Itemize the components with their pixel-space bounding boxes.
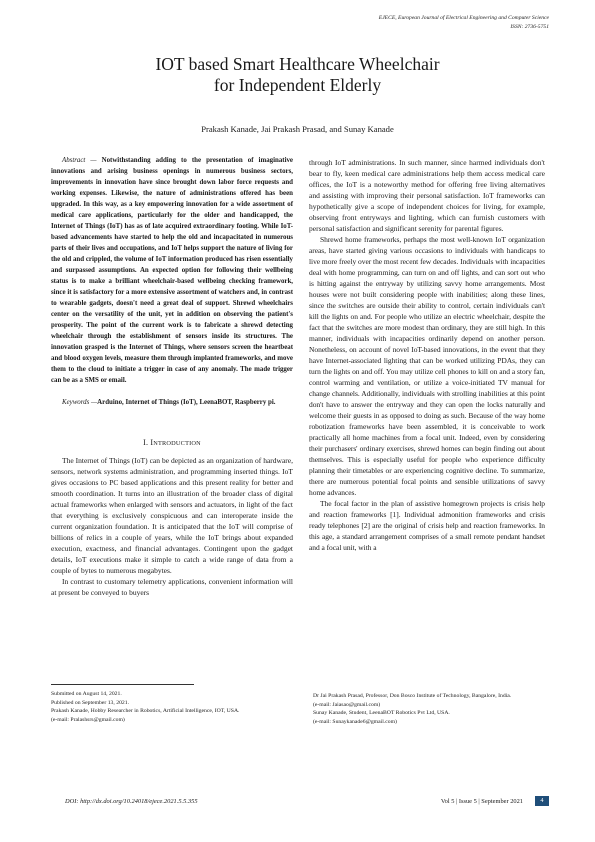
footnote-divider — [51, 684, 194, 685]
journal-issn: ISSN: 2736-5751 — [510, 24, 549, 30]
page-number-badge: 4 — [535, 796, 549, 806]
title-line-1: IOT based Smart Healthcare Wheelchair — [155, 54, 440, 74]
footnote-author-1-email[interactable]: (e-mail: Pralashsrs@gmail.com) — [51, 716, 125, 723]
abstract — [51, 155, 293, 386]
footnote-author-3-email[interactable]: (e-mail: Sunaykanade6@gmail.com) — [313, 718, 397, 725]
journal-name: EJECE, European Journal of Electrical Engineering and Computer Science — [378, 15, 549, 21]
footnote-author-3: Sunay Kanade, Student, LeenaBOT Robotics Pvt Ltd, USA. — [313, 710, 450, 717]
right-paragraph-2: Shrewd home frameworks, perhaps the most well-known IoT organization areas, have started giving various occasions to individuals with handicaps to live more freely over the most recent few decades. Individuals with incapacities deal with home programming, can turn on and off lights, and can sort out who is hitting against the entryway by utilizing savvy home arrangements. Most houses were not built considering people with inabilities; along these lines, since the switches are outside their ability to control, certain individuals can't kill the lights on and. For people who utilize an electric wheelchair, despite the fact that the switches are more modest than ordinary, they are still high. In this manner, individuals with incapacities ordinarily depend on another person. Nonetheless, on account of novel IoT-based innovations, in the event that they have Internet-associated lighting that can be worked utilizing PDAs, they can turn the lights on and off. You may utilize cell phones to kill on and a story fan, control warming and ventilation, or utilize a voice-initiated TV manual for change channels. Additionally, individuals with strolling inabilities at this point don't have to answer the entryway and they can open the locks naturally and welcome their guests in as opposed to doing as such. Because of the way home robotization frameworks have been assembled, it is conceivable to work practically all home machines from a focal unit. Indeed, even by considering their purchasers' ordinary exercises, shrewd homes can begin finding out about themselves. This is especially useful for people who experience difficulty planning their timetables or are experiencing cognitive decline. To summarize, there are numerous potential focal points and sensible utilizations of savvy home advances. — [309, 235, 545, 497]
intro-paragraph-1: The Internet of Things (IoT) can be depicted as an organization of hardware, sensors, network systems administration, and programming inserted things. IoT gives occasions to PC based applications and this present reality for better and smooth coordination. It turns into an illustration of the broader class of digital actual frameworks when enlarged with sensors and actuators, in light of the fact that everything is exclusively conspicuous and can interoperate inside the current organization foundation. It is anticipated that the IoT will comprise of billions of relics in a couple of years, while the IoT brings about expanded execution, exactness, and financial advantages. Contingent upon the gadget details, IoT executions make it simple to catch a wide range of data from a couple of bytes to numerous megabytes. — [51, 456, 293, 575]
title-line-2: for Independent Elderly — [213, 75, 382, 95]
footnote-author-2-email[interactable]: (e-mail: Jaiasao@gmail.com) — [313, 701, 381, 708]
intro-paragraph-2: In contrast to customary telemetry applications, convenient information will at present be conveyed to buyers — [51, 577, 293, 597]
footnote-author-1: Prakash Kanade, Hobby Researcher in Robotics, Artificial Intelligence, IOT, USA. — [51, 708, 240, 715]
right-paragraph-1: through IoT administrations. In such manner, since harmed individuals don't bear to fly, keen medical care administrations help them access medical care offices, the IoT is a noteworthy method for offering free living alternatives and assisting with improving their personal satisfaction. IoT frameworks can hypothetically give a scope of independent choices for living, for example, observing front entryways and lighting, which can furnish customers with personal satisfaction and significant serenity for parental figures. — [309, 158, 545, 233]
doi-link[interactable]: DOI: http://dx.doi.org/10.24018/ejece.2021.5.5.355 — [65, 798, 198, 805]
right-paragraph-3: The focal factor in the plan of assistive homegrown projects is crisis help and reaction frameworks [1]. Individual admonition frameworks and crisis ready telephones [2] are the original of crisis help and reaction frameworks. In this age, a standard arrangement comprises of a small remote pendant handset and a focal unit, with a — [309, 499, 545, 552]
section-title-initial: I — [150, 438, 154, 447]
right-column — [309, 157, 545, 553]
journal-header — [379, 14, 549, 32]
footnote-left — [51, 690, 289, 724]
abstract-label: Abstract — — [62, 157, 97, 164]
footnote-right — [313, 692, 545, 726]
section-title-rest: NTRODUCTION — [153, 440, 201, 447]
footnote-published: Published on September 13, 2021. — [51, 699, 130, 706]
left-column — [51, 155, 293, 598]
footnote-author-2: Dr Jai Prakash Prasad, Professor, Don Bosco Institute of Technology, Bangalore, India. — [313, 693, 512, 699]
footnote-submitted: Submitted on August 14, 2021. — [51, 691, 122, 697]
issue-info: Vol 5 | Issue 5 | September 2021 — [440, 798, 523, 805]
section-number: I. — [143, 438, 149, 447]
keywords — [51, 397, 293, 408]
keywords-label: Keywords — — [62, 399, 98, 406]
abstract-text: Notwithstanding adding to the presentation of imaginative innovations and arising business openings in numerous business sectors, improvements in innovation have since brought down labor force requests and working expenses. Likewise, the nature of administrations offered has been upgraded. In this way, as a key empowering innovation for a wide assortment of medical care applications, particularly for the older and handicapped, the Internet of Things (IoT) has as of late acquired extraordinary footing. While IoT-based advancements have started to help the old and incapacitated in numerous parts of their lives and occupations, and IoT helps support the nature of living for the old and crippled, the volume of IoT information produced has risen essentially and surpassed assumptions. An expected option for following their wellbeing status is to make a brilliant wheelchair-based wellbeing checking framework, since it is satisfactory for a more extensive assortment of watchers and, in contrast to wearable gadgets, doesn't need a great deal of support. Shrewd wheelchairs center on the versatility of the unit, yet in addition on observing the patient's prosperity. The point of the current work is to fabricate a shrewd detecting wheelchair through the establishment of sensors inside its structures. The innovation grasped is the Internet of Things, where sensors screen the heartbeat and blood oxygen levels, measure them through implanted frameworks, and move them to the cloud to initiate a trigger in case of any anomaly. The made trigger can be as a SMS or email. — [51, 157, 293, 384]
section-heading-introduction — [51, 437, 293, 449]
keywords-text: Arduino, Internet of Things (IoT), LeenaBOT, Raspberry pi. — [97, 399, 276, 406]
paper-title — [0, 54, 595, 96]
author-list: Prakash Kanade, Jai Prakash Prasad, and Sunay Kanade — [201, 124, 394, 134]
